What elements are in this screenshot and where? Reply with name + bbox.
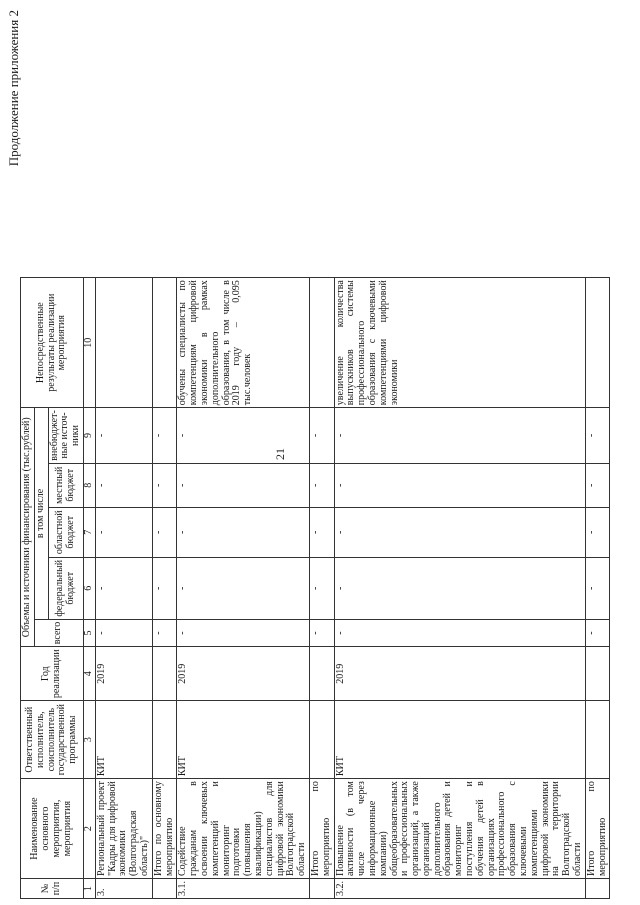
table-row [177,278,310,899]
column-numbers-row [83,278,95,899]
header-results: Непосредственные результаты реализации мероприятия [21,278,84,408]
row-executor [152,701,177,779]
row-name: Итого по мероприятию [585,779,610,879]
row-value: - [585,557,610,619]
header-executor: Ответственный исполнитель, соисполнитель государственной программы [21,701,84,779]
row-number: 3. [95,879,152,899]
row-value: - [309,557,334,619]
row-value: - [95,408,152,464]
row-number: 3.1. [177,879,310,899]
row-year [309,647,334,701]
row-year: 2019 [177,647,310,701]
col-number: 1 [83,879,95,899]
row-value: - [95,507,152,557]
row-executor: КИТ [177,701,310,779]
row-value: - [152,557,177,619]
row-name: Повышение активности (в том числе через информационные компании) общеобразовательных и профессиональных организаций, а также организаций дополнительного образования детей и мониторинг поступления и обучения детей в организациях профессионального образования с ключевыми компетенциями цифровой экономики на территории Волгоградской области [334,779,585,879]
header-funding: Объемы и источники финансирования (тыс.рублей) [21,408,35,647]
row-result [152,278,177,408]
appendix-note: Продолжение приложения 2 [6,10,21,167]
row-year: 2019 [334,647,585,701]
row-value: - [309,408,334,464]
col-number: 7 [83,507,95,557]
col-number: 2 [83,779,95,879]
row-value: - [177,619,310,647]
row-result: увеличение количества выпускников системы профессионального образования с ключевыми компетенциями цифровой экономики [334,278,585,408]
col-number: 9 [83,408,95,464]
header-including: в том числе [34,408,48,620]
row-value: - [177,408,310,464]
row-value: - [152,507,177,557]
row-value: - [177,557,310,619]
col-number: 3 [83,701,95,779]
row-number [585,879,610,899]
row-value: - [95,557,152,619]
row-executor [585,701,610,779]
row-value: - [309,463,334,507]
row-value: - [152,408,177,464]
header-extra: внебюджет-ные источ-ники [48,408,83,464]
row-name: Итого по мероприятию [309,779,334,879]
table-row [309,278,334,899]
row-number [152,879,177,899]
header-federal: федеральный бюджет [48,557,83,619]
row-number: 3.2. [334,879,585,899]
row-value: - [309,507,334,557]
header-name: Наименование основного мероприятия, мероприятия [21,779,84,879]
row-executor [309,701,334,779]
row-name: Содействие гражданам в освоении ключевых компетенций и мониторинг подготовки (повышения квалификации) специалистов для цифровой экономики Волгоградской области [177,779,310,879]
row-value: - [334,619,585,647]
row-executor: КИТ [334,701,585,779]
table-row [152,278,177,899]
row-value: - [95,619,152,647]
row-year [152,647,177,701]
row-value: - [585,619,610,647]
table-row [95,278,152,899]
row-value: - [334,408,585,464]
row-year [585,647,610,701]
row-executor: КИТ [95,701,152,779]
row-value: - [309,619,334,647]
col-number: 4 [83,647,95,701]
row-value: - [177,507,310,557]
col-number: 10 [83,278,95,408]
row-name: Итого по основному мероприятию [152,779,177,879]
header-local: местный бюджет [48,463,83,507]
row-result [585,278,610,408]
row-value: - [334,463,585,507]
row-value: - [152,619,177,647]
row-name: Региональный проект "Кадры для цифровой экономики (Волгоградская область)" [95,779,152,879]
row-value: - [585,507,610,557]
row-value: - [95,463,152,507]
row-value: - [177,463,310,507]
header-regional: областной бюджет [48,507,83,557]
row-value: - [585,463,610,507]
table-row [585,278,610,899]
col-number: 5 [83,619,95,647]
row-year: 2019 [95,647,152,701]
row-value: - [334,557,585,619]
row-number [309,879,334,899]
row-value: - [585,408,610,464]
row-result [309,278,334,408]
header-num: № п/п [21,879,84,899]
row-result [95,278,152,408]
program-table [20,277,610,899]
col-number: 8 [83,463,95,507]
table-row [334,278,585,899]
row-value: - [334,507,585,557]
header-total: всего [34,619,83,647]
row-result: обучены специалисты по компетенциям цифровой экономики в рамках дополнительного образования, в том числе в 2019 году – 0,095 тыс.человек [177,278,310,408]
page-number: 21 [273,448,287,460]
header-year: Год реализации [21,647,84,701]
row-value: - [152,463,177,507]
col-number: 6 [83,557,95,619]
